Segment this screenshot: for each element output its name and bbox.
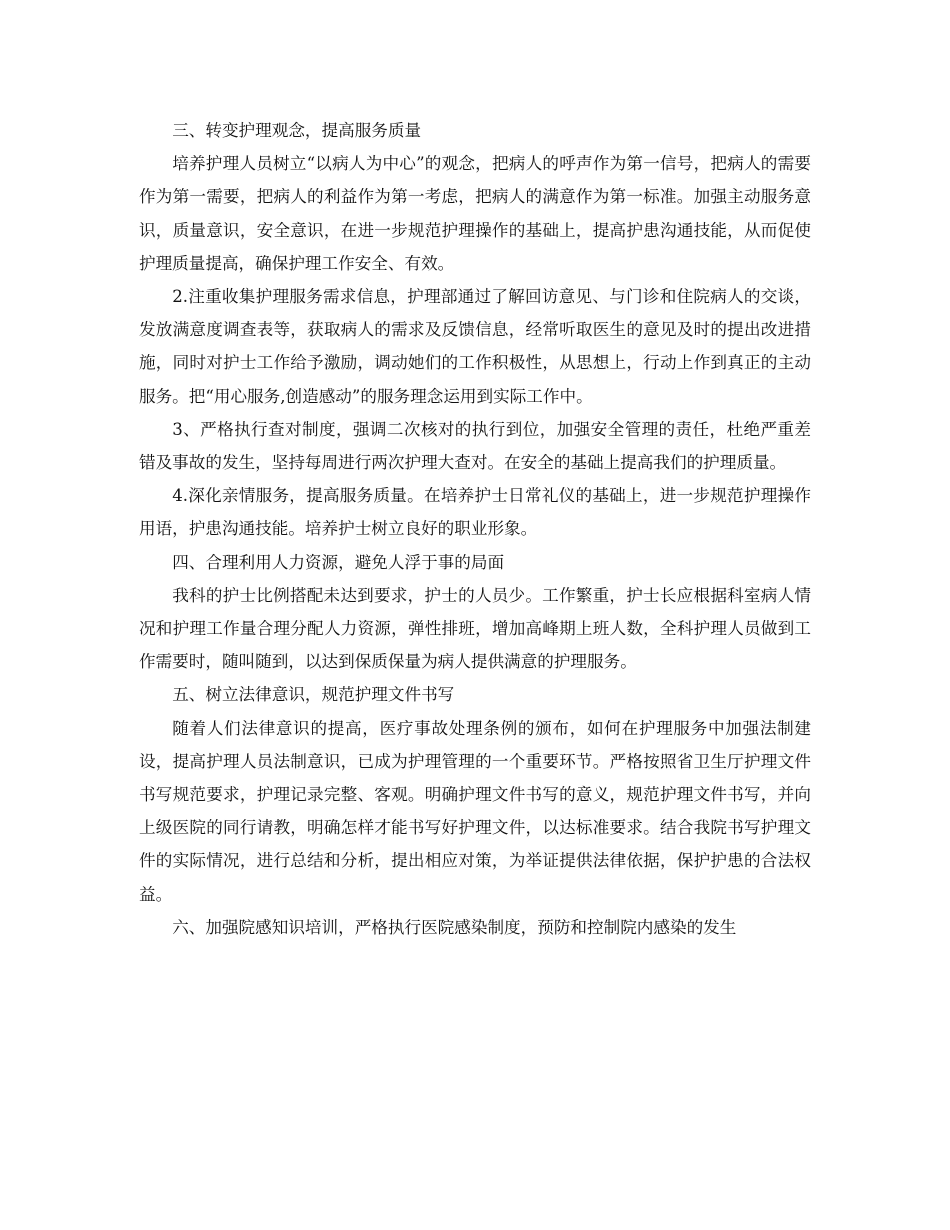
- paragraph-item-4: 4.深化亲情服务，提高服务质量。在培养护士日常礼仪的基础上，进一步规范护理操作用语，护患沟通技能。培养护士树立良好的职业形象。: [139, 486, 811, 539]
- section-heading-3: 三、转变护理观念，提高服务质量: [172, 121, 422, 140]
- section-heading-5: 五、树立法律意识，规范护理文件书写: [172, 685, 455, 705]
- document-page: [139, 114, 811, 944]
- section-heading-6: 六、加强院感知识培训，严格执行医院感染制度，预防和控制院内感染的发生: [172, 917, 737, 937]
- paragraph-item-2: 2.注重收集护理服务需求信息，护理部通过了解回访意见、与门诊和住院病人的交谈，发放满意度调查表等，获取病人的需求及反馈信息，经常听取医生的意见及时的提出改进措施，同时对护士工作给予激励，调动她们的工作积极性，从思想上，行动上作到真正的主动服务。把“用心服务,创造感动”的服务理念运用到实际工作中。: [139, 287, 811, 406]
- paragraph-staffing: 我科的护士比例搭配未达到要求，护士的人员少。工作繁重，护士长应根据科室病人情况和护理工作量合理分配人力资源，弹性排班，增加高峰期上班人数，全科护理人员做到工作需要时，随叫随到，以达到保质保量为病人提供满意的护理服务。: [139, 585, 811, 672]
- paragraph-legal-awareness: 随着人们法律意识的提高，医疗事故处理条例的颁布，如何在护理服务中加强法制建设，提高护理人员法制意识，已成为护理管理的一个重要环节。严格按照省卫生厅护理文件书写规范要求，护理记录完整、客观。明确护理文件书写的意义，规范护理文件书写，并向上级医院的同行请教，明确怎样才能书写好护理文件，以达标准要求。结合我院书写护理文件的实际情况，进行总结和分析，提出相应对策，为举证提供法律依据，保护护患的合法权益。: [139, 718, 811, 904]
- paragraph-item-3: 3、严格执行查对制度，强调二次核对的执行到位，加强安全管理的责任，杜绝严重差错及事故的发生，坚持每周进行两次护理大查对。在安全的基础上提高我们的护理质量。: [139, 419, 811, 473]
- section-heading-4: 四、合理利用人力资源，避免人浮于事的局面: [172, 552, 505, 572]
- paragraph-patient-centered: 培养护理人员树立“以病人为中心”的观念，把病人的呼声作为第一信号，把病人的需要作为第一需要，把病人的利益作为第一考虑，把病人的满意作为第一标准。加强主动服务意识，质量意识，安全意识，在进一步规范护理操作的基础上，提高护患沟通技能，从而促使护理质量提高，确保护理工作安全、有效。: [139, 154, 811, 273]
